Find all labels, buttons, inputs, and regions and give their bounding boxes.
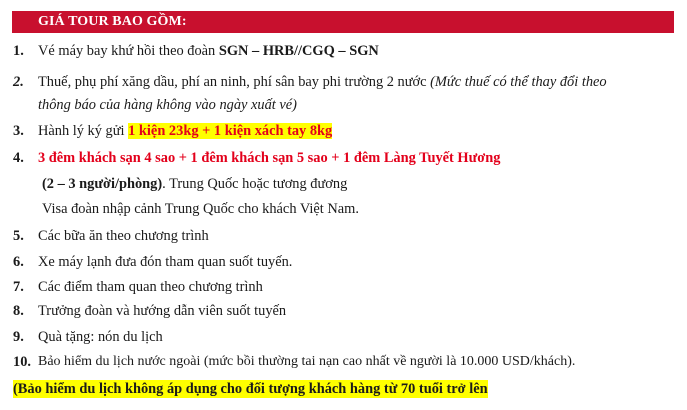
hotel-info: 3 đêm khách sạn 4 sao + 1 đêm khách sạn 5 sao + 1 đêm Làng Tuyết Hương xyxy=(38,150,501,166)
section-title: GIÁ TOUR BAO GỒM: xyxy=(38,14,187,29)
item-number: 4. xyxy=(13,150,24,166)
room-suffix: . Trung Quốc hoặc tương đương xyxy=(162,176,348,192)
item-number: 2. xyxy=(13,74,24,90)
section-header xyxy=(12,11,674,33)
insurance-note: (Bảo hiểm du lịch không áp dụng cho đối tượng khách hàng từ 70 tuổi trở lên xyxy=(13,381,488,397)
item-text: Xe máy lạnh đưa đón tham quan suốt tuyến. xyxy=(38,254,293,270)
tax-note: (Mức thuế có thể thay đổi theo xyxy=(430,74,607,90)
item-text: Bảo hiểm du lịch nước ngoài (mức bồi thường tai nạn cao nhất về người là 10.000 USD/khách). xyxy=(38,354,576,369)
item-number: 3. xyxy=(13,123,24,139)
tax-note-cont: thông báo của hàng không vào ngày xuất vé) xyxy=(38,97,297,113)
item-text-prefix: Vé máy bay khứ hồi theo đoàn xyxy=(38,43,219,59)
item-text: Các điểm tham quan theo chương trình xyxy=(38,279,263,295)
item-number: 8. xyxy=(13,303,24,319)
item-text: Quà tặng: nón du lịch xyxy=(38,329,163,345)
item-text xyxy=(38,42,379,60)
flight-route: SGN – HRB//CGQ – SGN xyxy=(218,43,379,59)
item-text xyxy=(38,73,607,91)
room-info xyxy=(42,175,347,193)
item-text xyxy=(38,122,332,140)
item-text-prefix: Thuế, phụ phí xăng dầu, phí an ninh, phí sân bay phi trường 2 nước xyxy=(38,74,431,90)
item-text: Các bữa ăn theo chương trình xyxy=(38,228,209,244)
item-text: Trưởng đoàn và hướng dẫn viên suốt tuyến xyxy=(38,303,287,319)
item-number: 6. xyxy=(13,254,24,270)
item-number: 10. xyxy=(13,354,31,370)
item-number: 9. xyxy=(13,329,24,345)
item-text-prefix: Hành lý ký gửi xyxy=(38,123,129,139)
visa-info: Visa đoàn nhập cảnh Trung Quốc cho khách Việt Nam. xyxy=(42,201,359,217)
item-number: 1. xyxy=(13,43,24,59)
item-number: 5. xyxy=(13,228,24,244)
room-occupancy: (2 – 3 người/phòng) xyxy=(42,176,163,192)
item-number: 7. xyxy=(13,279,24,295)
luggage-highlight: 1 kiện 23kg + 1 kiện xách tay 8kg xyxy=(128,123,333,139)
